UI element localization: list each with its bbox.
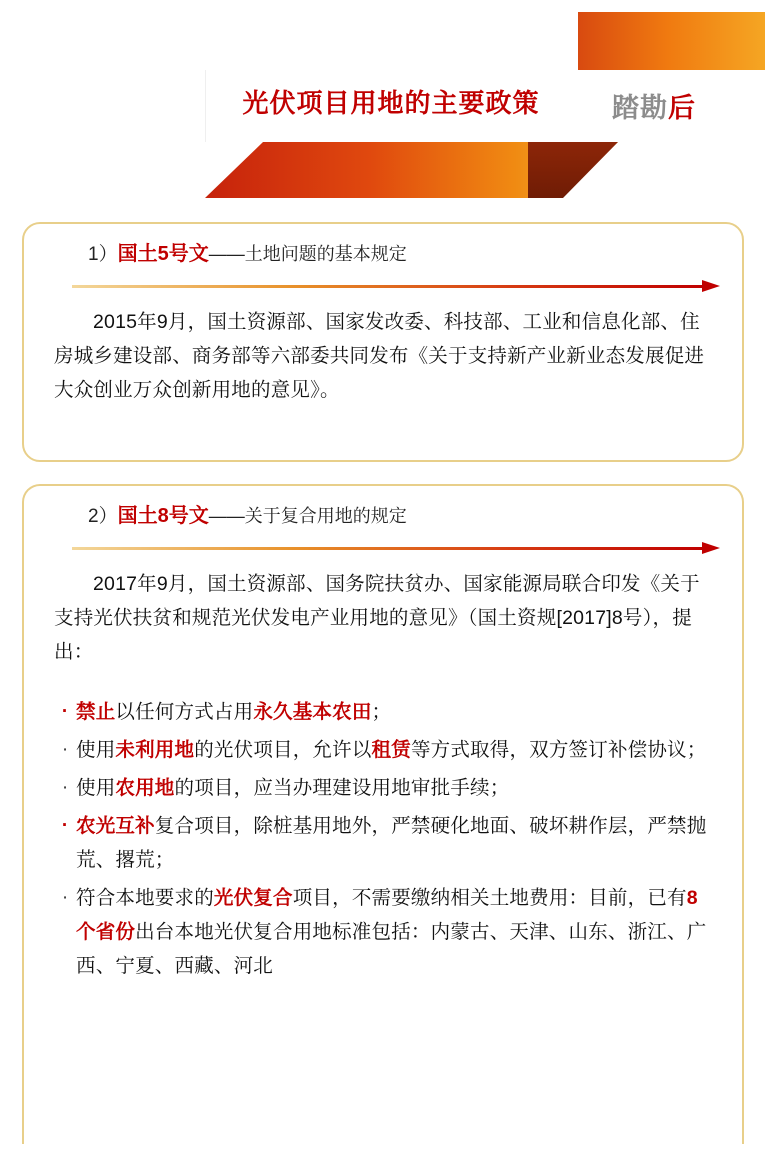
section-1-keyword: 国土5号文 bbox=[117, 243, 209, 265]
section-1-divider-arrow bbox=[72, 279, 724, 293]
bullet-dot-icon: · bbox=[61, 887, 69, 908]
section-2-heading bbox=[54, 502, 714, 531]
section-2-keyword: 国土8号文 bbox=[117, 505, 209, 527]
highlighted-term: 租赁 bbox=[371, 739, 411, 761]
section-card-1 bbox=[22, 222, 744, 462]
plain-text: 符合本地要求的 bbox=[76, 887, 214, 909]
highlighted-term: 永久基本农田 bbox=[253, 701, 372, 723]
list-item-text bbox=[76, 881, 714, 983]
policy-bullet-list bbox=[54, 695, 714, 983]
plain-text: 使用 bbox=[76, 739, 116, 761]
list-item bbox=[54, 695, 714, 729]
page-header bbox=[0, 0, 765, 215]
section-2-divider-arrow bbox=[72, 541, 724, 555]
bullet-dot-icon: · bbox=[61, 777, 69, 798]
section-2-paragraph: 2017年9月，国土资源部、国务院扶贫办、国家能源局联合印发《关于支持光伏扶贫和规范光伏发电产业用地的意见》（国土资规[2017]8号），提出： bbox=[54, 573, 700, 663]
bullet-dot-icon: · bbox=[61, 739, 69, 760]
plain-text: 项目，不需要缴纳相关土地费用：目前，已有 bbox=[292, 887, 687, 909]
section-1-paragraph: 2015年9月，国土资源部、国家发改委、科技部、工业和信息化部、住房城乡建设部、商务部等六部委共同发布《关于支持新产业新业态发展促进大众创业万众创新用地的意见》。 bbox=[54, 311, 705, 401]
plain-text: ； bbox=[371, 701, 392, 723]
arrow-head-icon bbox=[702, 280, 720, 292]
section-2-subtitle: ——关于复合用地的规定 bbox=[208, 506, 407, 526]
list-item-text bbox=[76, 771, 714, 805]
highlighted-term: 农用地 bbox=[115, 777, 175, 799]
divider-line bbox=[72, 285, 704, 288]
bullet-dot-icon: · bbox=[61, 701, 69, 722]
bullet-dot-icon: · bbox=[61, 815, 69, 836]
section-1-number: 1） bbox=[88, 244, 118, 265]
highlighted-term: 8个省份 bbox=[76, 887, 698, 943]
header-side-label-gray: 踏勘 bbox=[612, 93, 668, 123]
plain-text: 的项目，应当办理建设用地审批手续； bbox=[174, 777, 510, 799]
plain-text: 以任何方式占用 bbox=[115, 701, 254, 723]
list-item bbox=[54, 733, 714, 767]
list-item bbox=[54, 809, 714, 877]
plain-text: 复合项目，除桩基用地外，严禁硬化地面、破坏耕作层，严禁抛荒、撂荒； bbox=[76, 815, 707, 871]
divider-line bbox=[72, 547, 704, 550]
page-title: 光伏项目用地的主要政策 bbox=[242, 88, 540, 118]
highlighted-term: 光伏复合 bbox=[213, 887, 293, 909]
header-ribbon-top bbox=[578, 12, 765, 70]
header-side-label-red: 后 bbox=[668, 93, 696, 123]
header-chevron-dark bbox=[528, 142, 618, 198]
plain-text: 的光伏项目，允许以 bbox=[194, 739, 372, 761]
list-item-text bbox=[76, 809, 714, 877]
list-item-text bbox=[76, 695, 714, 729]
list-item-text bbox=[76, 733, 714, 767]
highlighted-term: 未利用地 bbox=[115, 739, 195, 761]
section-2-number: 2） bbox=[88, 506, 118, 527]
section-1-subtitle: ——土地问题的基本规定 bbox=[208, 244, 407, 264]
arrow-head-icon bbox=[702, 542, 720, 554]
list-item bbox=[54, 771, 714, 805]
plain-text: 等方式取得，双方签订补偿协议； bbox=[410, 739, 707, 761]
highlighted-term: 禁止 bbox=[76, 701, 116, 723]
section-card-2 bbox=[22, 484, 744, 1144]
header-side-label bbox=[612, 86, 696, 125]
highlighted-term: 农光互补 bbox=[76, 815, 155, 837]
plain-text: 出台本地光伏复合用地标准包括：内蒙古、天津、山东、浙江、广西、宁夏、西藏、河北 bbox=[76, 921, 707, 977]
plain-text: 使用 bbox=[76, 777, 116, 799]
section-1-heading bbox=[54, 240, 714, 269]
list-item bbox=[54, 881, 714, 983]
